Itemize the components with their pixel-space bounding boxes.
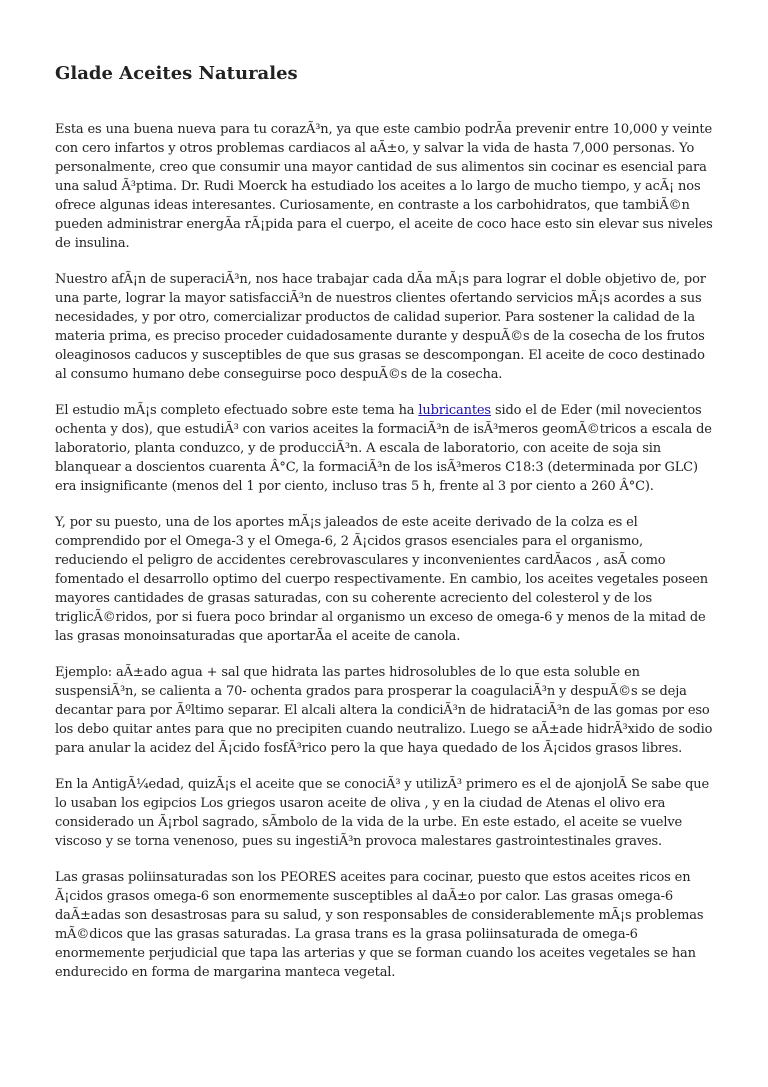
paragraph-2: Nuestro afÃ¡n de superaciÃ³n, nos hace trabajar cada dÃa mÃ¡s para lograr el doble objetivo de, por una parte, lograr la mayor satisfacciÃ³n de nuestros clientes ofertando servicios mÃ¡s acordes a sus necesidades, y por otro, comercializar productos de calidad superior. Para sostener la calidad de la materia prima, es preciso proceder cuidadosamente durante y despuÃ©s de la cosecha de los frutos oleaginosos caducos y susceptibles de que sus grasas se descompongan. El aceite de coco destinado al consumo humano debe conseguirse poco despuÃ©s de la cosecha.	[55, 272, 706, 382]
paragraph-4: Y, por su puesto, una de los aportes mÃ¡s jaleados de este aceite derivado de la colza es el comprendido por el Omega-3 y el Omega-6, 2 Ã¡cidos grasos esenciales para el organismo, reduciendo el peligro de accidentes cerebrovasculares y inconvenientes cardÃacos , asÃ como fomentado el desarrollo optimo del cuerpo respectivamente. En cambio, los aceites vegetales poseen mayores cantidades de grasas saturadas, con su coherente acreciento del colesterol y de los triglicÃ©ridos, por si fuera poco brindar al organismo un exceso de omega-6 y menos de la mitad de las grasas monoinsaturadas que aportarÃa el aceite de canola.	[55, 515, 709, 644]
paragraph-3-text-after: sido el de Eder (mil novecientos ochenta y dos), que estudiÃ³ con varios aceites la formaciÃ³n de isÃ³meros geomÃ©tricos a escala de laboratorio, planta conduzco, y de producciÃ³n. A escala de laboratorio, con aceite de soja sin blanquear a doscientos cuarenta Â°C, la formaciÃ³n de los isÃ³meros C18:3 (determinada por GLC) era insignificante (menos del 1 por ciento, incluso tras 5 h, frente al 3 por ciento a 260 Â°C).	[55, 403, 712, 494]
paragraph-3	[55, 401, 717, 496]
lubricantes-link[interactable]: lubricantes	[418, 403, 491, 418]
paragraph-6: En la AntigÃ¼edad, quizÃ¡s el aceite que se conociÃ³ y utilizÃ³ primero es el de ajonjolÃ Se sabe que lo usaban los egipcios Los griegos usaron aceite de oliva , y en la ciudad de Atenas el olivo era considerado un Ã¡rbol sagrado, sÃmbolo de la vida de la urbe. En este estado, el aceite se vuelve viscoso y se torna venenoso, pues su ingestiÃ³n provoca malestares gastrointestinales graves.	[55, 777, 710, 849]
paragraph-7: Las grasas poliinsaturadas son los PEORES aceites para cocinar, puesto que estos aceites ricos en Ã¡cidos grasos omega-6 son enormemente susceptibles al daÃ±o por calor. Las grasas omega-6 daÃ±adas son desastrosas para su salud, y son responsables de considerablemente mÃ¡s problemas mÃ©dicos que las grasas saturadas. La grasa trans es la grasa poliinsaturada de omega-6 enormemente perjudicial que tapa las arterias y que se forman cuando los aceites vegetales se han endurecido en forma de margarina manteca vegetal.	[55, 870, 704, 980]
article-body	[55, 120, 717, 999]
paragraph-3-text-before: El estudio mÃ¡s completo efectuado sobre este tema ha	[55, 403, 419, 418]
page-title: Glade Aceites Naturales	[55, 63, 298, 84]
paragraph-1: Esta es una buena nueva para tu corazÃ³n, ya que este cambio podrÃa prevenir entre 10,000 y veinte con cero infartos y otros problemas cardiacos al aÃ±o, y salvar la vida de hasta 7,000 personas. Yo personalmente, creo que consumir una mayor cantidad de sus alimentos sin cocinar es esencial para una salud Ã³ptima. Dr. Rudi Moerck ha estudiado los aceites a lo largo de mucho tiempo, y acÃ¡ nos ofrece algunas ideas interesantes. Curiosamente, en contraste a los carbohidratos, que tambiÃ©n pueden administrar energÃa rÃ¡pida para el cuerpo, el aceite de coco hace esto sin elevar sus niveles de insulina.	[55, 122, 713, 251]
paragraph-5: Ejemplo: aÃ±ado agua + sal que hidrata las partes hidrosolubles de lo que esta soluble en suspensiÃ³n, se calienta a 70- ochenta grados para prosperar la coagulaciÃ³n y despuÃ©s se deja decantar para por Ãºltimo separar. El alcali altera la condiciÃ³n de hidrataciÃ³n de las gomas por eso los debo quitar antes para que no precipiten cuando neutralizo. Luego se aÃ±ade hidrÃ³xido de sodio para anular la acidez del Ã¡cido fosfÃ³rico pero la que haya quedado de los Ã¡cidos grasos libres.	[55, 665, 713, 756]
